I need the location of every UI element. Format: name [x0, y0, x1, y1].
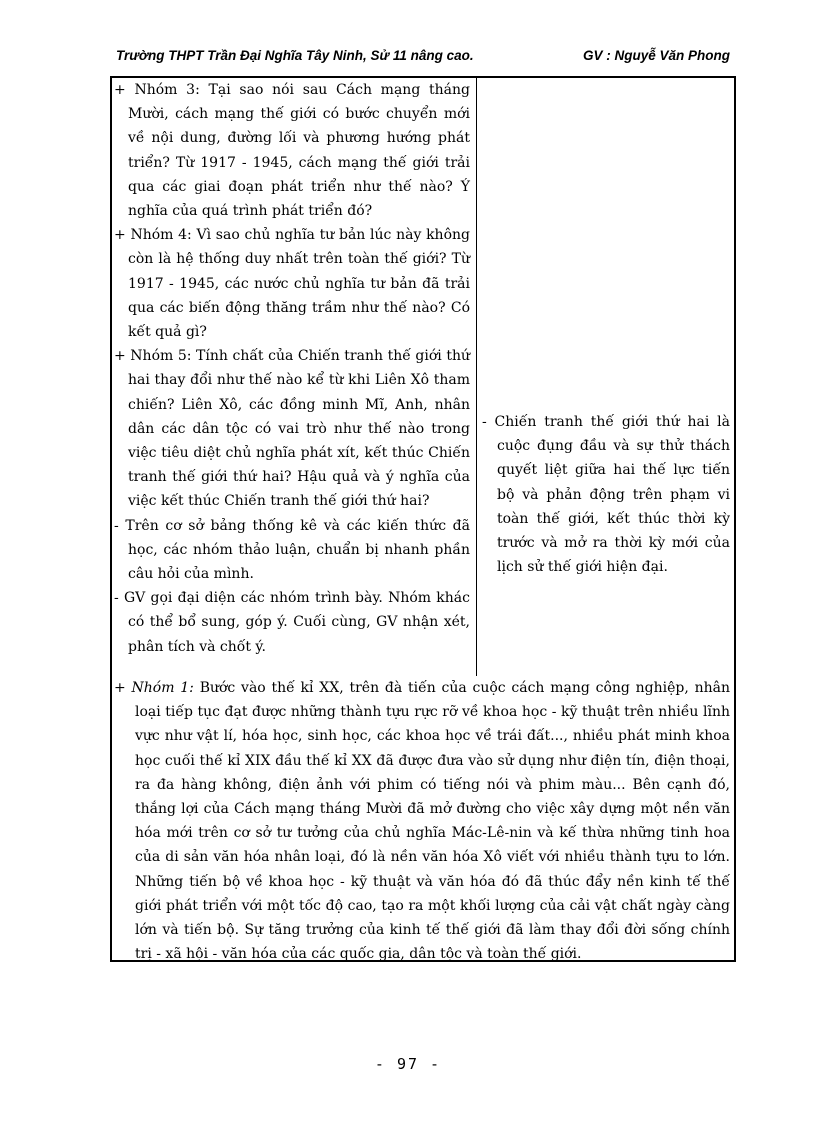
group-1-label: Nhóm 1:	[131, 680, 194, 696]
header-school: Trường THPT Trần Đại Nghĩa Tây Ninh, Sử 11 nâng cao.	[116, 48, 474, 63]
activity-column	[114, 78, 470, 659]
page-header	[112, 48, 732, 68]
group-1-paragraph	[114, 676, 730, 966]
page-number: - 97 -	[374, 1055, 442, 1073]
paragraph-group-3: + Nhóm 3: Tại sao nói sau Cách mạng tháng Mười, cách mạng thế giới có bước chuyển mới về nội dung, đường lối và phương hướng phát triển? Từ 1917 - 1945, cách mạng thế giới trải qua các giai đoạn phát triển như thế nào? Ý nghĩa của quá trình phát triển đó?	[114, 82, 470, 220]
paragraph-presentation: - GV gọi đại diện các nhóm trình bày. Nhóm khác có thể bổ sung, góp ý. Cuối cùng, GV nhận xét, phân tích và chốt ý.	[114, 590, 470, 655]
header-teacher: GV : Nguyễ Văn Phong	[582, 48, 730, 63]
paragraph-discussion: - Trên cơ sở bảng thống kê và các kiến thức đã học, các nhóm thảo luận, chuẩn bị nhanh phần câu hỏi của mình.	[114, 517, 470, 583]
paragraph-group-5: + Nhóm 5: Tính chất của Chiến tranh thế giới thứ hai thay đổi như thế nào kể từ khi Liên Xô tham chiến? Liên Xô, các đồng minh Mĩ, Anh, nhân dân các dân tộc có vai trò như thế nào trong việc tiêu diệt chủ nghĩa phát xít, kết thúc Chiến tranh thế giới thứ hai? Hậu quả và ý nghĩa của việc kết thúc Chiến tranh thế giới thứ hai?	[114, 348, 470, 510]
paragraph-group-4: + Nhóm 4: Vì sao chủ nghĩa tư bản lúc này không còn là hệ thống duy nhất trên toàn thế giới? Từ 1917 - 1945, các nước chủ nghĩa tư bản đã trải qua các biến động thăng trầm như thế nào? Có kết quả gì?	[114, 227, 470, 341]
group-1-text: Bước vào thế kỉ XX, trên đà tiến của cuộc cách mạng công nghiệp, nhân loại tiếp tục đạt được những thành tựu rực rỡ về khoa học - kỹ thuật trên nhiều lĩnh vực như vật lí, hóa học, sinh học, các khoa học về trái đất..., nhiều phát minh khoa học cuối thế kỉ XIX đầu thế kỉ XX đã được đưa vào sử dụng như điện tín, điện thoại, ra đa hàng không, điện ảnh với phim có tiếng nói và phim màu... Bên cạnh đó, thắng lợi của Cách mạng tháng Mười đã mở đường cho việc xây dựng một nền văn hóa mới trên cơ sở tư tưởng của chủ nghĩa Mác-Lê-nin và kế thừa những tinh hoa của di sản văn hóa nhân loại, đó là nền văn hóa Xô viết với nhiều thành tựu to lớn. Những tiến bộ về khoa học - kỹ thuật và văn hóa đó đã thúc đẩy nền kinh tế thế giới phát triển với một tốc độ cao, tạo ra một khối lượng của cải vật chất ngày càng lớn và tiến bộ. Sự tăng trưởng của kinh tế thế giới đã làm thay đổi đời sống chính trị - xã hội - văn hóa của các quốc gia, dân tộc và toàn thế giới.	[135, 680, 730, 963]
paragraph-ww2-conclusion: - Chiến tranh thế giới thứ hai là cuộc đụng đầu và sự thử thách quyết liệt giữa hai thế lực tiến bộ và phản động trên phạm vi toàn thế giới, kết thúc thời kỳ trước và mở ra thời kỳ mới của lịch sử thế giới hiện đại.	[482, 414, 730, 576]
knowledge-column	[482, 410, 730, 579]
group-1-prefix: +	[114, 680, 132, 696]
column-divider	[476, 76, 477, 676]
